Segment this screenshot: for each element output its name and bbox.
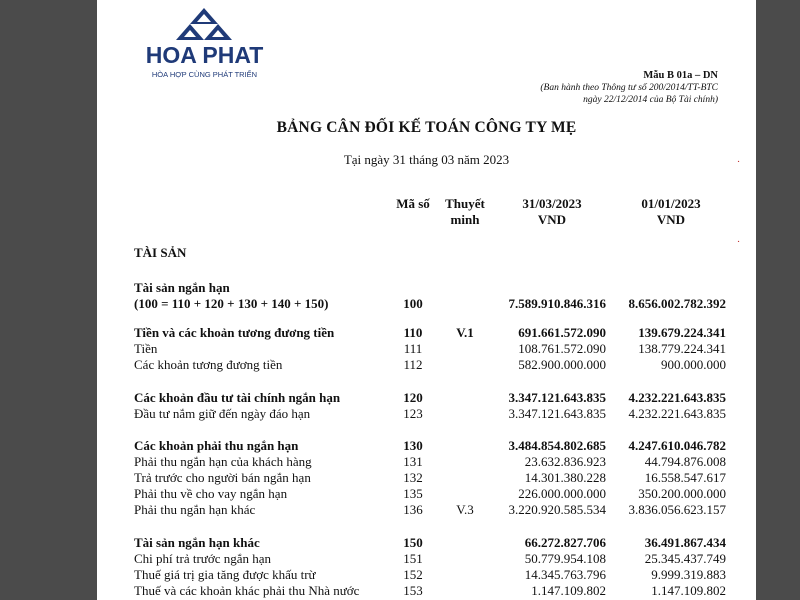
row-note: V.1 bbox=[456, 325, 474, 340]
row-code: 100 bbox=[403, 296, 423, 311]
row-label: Phải thu về cho vay ngắn hạn bbox=[134, 486, 288, 501]
row-code: 153 bbox=[403, 583, 423, 598]
row-value-previous: 44.794.876.008 bbox=[644, 454, 726, 469]
table-row bbox=[97, 296, 756, 312]
logo-brand-text: HOA PHAT bbox=[145, 42, 264, 68]
row-value-current: 582.900.000.000 bbox=[518, 357, 606, 372]
row-label: Phải thu ngắn hạn của khách hàng bbox=[134, 454, 312, 469]
table-row bbox=[97, 406, 756, 422]
row-note: V.3 bbox=[456, 502, 474, 517]
row-label: (100 = 110 + 120 + 130 + 140 + 150) bbox=[134, 296, 329, 311]
document-subtitle: Tại ngày 31 tháng 03 năm 2023 bbox=[343, 152, 510, 167]
row-code: 150 bbox=[403, 535, 423, 550]
table-row bbox=[97, 454, 756, 470]
document-page bbox=[97, 0, 756, 600]
row-label: Tài sản ngắn hạn khác bbox=[134, 535, 260, 550]
table-row bbox=[97, 438, 756, 454]
row-code: 111 bbox=[403, 341, 423, 356]
logo-mark-icon bbox=[172, 6, 236, 42]
viewer-background-left bbox=[0, 0, 97, 600]
column-header-previous bbox=[617, 196, 725, 228]
row-value-previous: 9.999.319.883 bbox=[651, 567, 726, 582]
row-value-previous: 900.000.000 bbox=[661, 357, 726, 372]
form-code-block bbox=[478, 70, 718, 106]
column-header-current-date: 31/03/2023 bbox=[522, 196, 582, 211]
table-row bbox=[97, 280, 756, 296]
row-label: Các khoản phải thu ngắn hạn bbox=[134, 438, 299, 453]
table-row bbox=[97, 486, 756, 502]
row-code: 130 bbox=[403, 438, 423, 453]
form-code-line2: ngày 22/12/2014 của Bộ Tài chính) bbox=[583, 95, 718, 105]
row-code: 152 bbox=[403, 567, 423, 582]
row-code: 151 bbox=[403, 551, 423, 566]
row-value-previous: 4.232.221.643.835 bbox=[628, 406, 726, 421]
column-header-current-unit: VND bbox=[537, 212, 567, 227]
row-value-current: 3.484.854.802.685 bbox=[508, 438, 606, 453]
row-value-current: 3.220.920.585.534 bbox=[508, 502, 606, 517]
row-label: Trả trước cho người bán ngắn hạn bbox=[134, 470, 311, 485]
document-title: BẢNG CÂN ĐỐI KẾ TOÁN CÔNG TY MẸ bbox=[276, 119, 577, 136]
row-value-previous: 350.200.000.000 bbox=[638, 486, 726, 501]
row-code: 112 bbox=[403, 357, 423, 372]
row-value-current: 7.589.910.846.316 bbox=[508, 296, 606, 311]
row-label: Chi phí trả trước ngắn hạn bbox=[134, 551, 272, 566]
row-code: 132 bbox=[403, 470, 423, 485]
row-code: 131 bbox=[403, 454, 423, 469]
row-value-current: 14.345.763.796 bbox=[524, 567, 606, 582]
row-label: Thuế và các khoản khác phải thu Nhà nước bbox=[134, 583, 360, 598]
row-label: Các khoản đầu tư tài chính ngắn hạn bbox=[134, 390, 341, 405]
table-row bbox=[97, 502, 756, 518]
row-value-current: 691.661.572.090 bbox=[518, 325, 606, 340]
table-row bbox=[97, 341, 756, 357]
row-value-previous: 16.558.547.617 bbox=[644, 470, 726, 485]
row-label: Đầu tư nắm giữ đến ngày đáo hạn bbox=[134, 406, 311, 421]
row-code: 120 bbox=[403, 390, 423, 405]
row-value-current: 226.000.000.000 bbox=[518, 486, 606, 501]
row-value-previous: 4.247.610.046.782 bbox=[628, 438, 726, 453]
row-label: Tiền và các khoản tương đương tiền bbox=[134, 325, 335, 340]
margin-mark: · bbox=[737, 236, 740, 248]
column-header-note-line2: minh bbox=[450, 212, 480, 227]
row-value-current: 66.272.827.706 bbox=[524, 535, 606, 550]
margin-mark: · bbox=[737, 156, 740, 168]
table-row bbox=[97, 470, 756, 486]
row-label: Các khoản tương đương tiền bbox=[134, 357, 283, 372]
row-value-current: 108.761.572.090 bbox=[518, 341, 606, 356]
row-label: Tiền bbox=[134, 341, 158, 356]
column-header-note-line1: Thuyết bbox=[445, 196, 485, 211]
row-value-current: 50.779.954.108 bbox=[524, 551, 606, 566]
row-label: Thuế giá trị gia tăng được khấu trừ bbox=[134, 567, 316, 582]
row-value-current: 14.301.380.228 bbox=[524, 470, 606, 485]
viewer-background-right bbox=[756, 0, 800, 600]
row-code: 135 bbox=[403, 486, 423, 501]
row-value-previous: 138.779.224.341 bbox=[638, 341, 726, 356]
form-code: Mẫu B 01a – DN bbox=[643, 70, 718, 81]
row-value-current: 3.347.121.643.835 bbox=[508, 406, 606, 421]
row-code: 123 bbox=[403, 406, 423, 421]
form-code-line1: (Ban hành theo Thông tư số 200/2014/TT-BTC bbox=[540, 83, 718, 93]
row-value-previous: 139.679.224.341 bbox=[638, 325, 726, 340]
row-value-previous: 4.232.221.643.835 bbox=[628, 390, 726, 405]
table-row bbox=[97, 390, 756, 406]
row-code: 110 bbox=[403, 325, 423, 340]
row-value-current: 1.147.109.802 bbox=[531, 583, 606, 598]
row-label: Tài sản ngắn hạn bbox=[134, 280, 230, 295]
column-header-previous-unit: VND bbox=[656, 212, 686, 227]
row-label: Phải thu ngắn hạn khác bbox=[134, 502, 256, 517]
table-row bbox=[97, 535, 756, 551]
table-row bbox=[97, 325, 756, 341]
row-code: 136 bbox=[403, 502, 423, 517]
table-row bbox=[97, 357, 756, 373]
column-header-current bbox=[497, 196, 607, 228]
section-heading: TÀI SẢN bbox=[134, 245, 187, 260]
table-row bbox=[97, 551, 756, 567]
column-header-note bbox=[440, 196, 490, 228]
row-value-previous: 3.836.056.623.157 bbox=[628, 502, 726, 517]
row-value-current: 23.632.836.923 bbox=[524, 454, 606, 469]
row-value-previous: 1.147.109.802 bbox=[651, 583, 726, 598]
table-row bbox=[97, 583, 756, 599]
row-value-current: 3.347.121.643.835 bbox=[508, 390, 606, 405]
row-value-previous: 8.656.002.782.392 bbox=[628, 296, 726, 311]
row-value-previous: 36.491.867.434 bbox=[644, 535, 726, 550]
company-logo bbox=[142, 6, 267, 82]
row-value-previous: 25.345.437.749 bbox=[644, 551, 726, 566]
table-row bbox=[97, 567, 756, 583]
column-header-code: Mã số bbox=[396, 196, 430, 211]
column-header-previous-date: 01/01/2023 bbox=[641, 196, 701, 211]
logo-slogan: HÒA HỢP CÙNG PHÁT TRIỂN bbox=[151, 70, 258, 79]
